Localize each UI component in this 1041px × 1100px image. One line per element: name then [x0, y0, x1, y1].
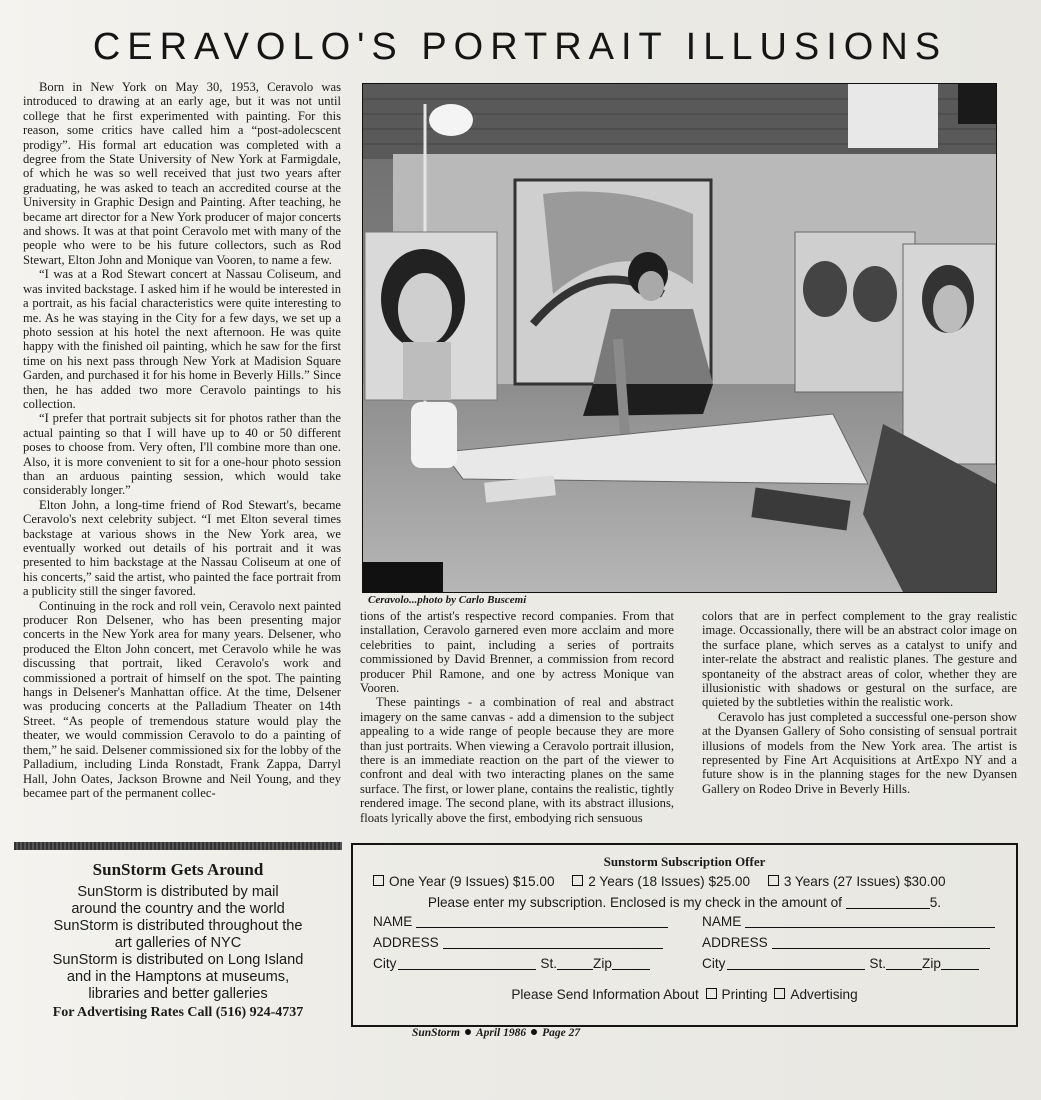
- sidebar-line: SunStorm is distributed by mail: [77, 884, 279, 900]
- offer-title: Sunstorm Subscription Offer: [603, 854, 766, 869]
- amount-blank[interactable]: [846, 908, 930, 909]
- state-blank[interactable]: [557, 969, 593, 970]
- name-field[interactable]: NAME: [702, 911, 1002, 932]
- distribution-sidebar: [14, 858, 342, 1021]
- footer-page-number: Page 27: [542, 1027, 581, 1039]
- article-paragraph: Born in New York on May 30, 1953, Ceravolo was introduced to drawing at an early age, but it was not until college that he first experimented with painting. For this reason, some critics have called him a “post-adolecscent prodigy”. His formal art education was completed with a degree from the State University of New York at Farmigdale, of which he was so well received that just two years after graduating, he was asked to teach an accredited course at the University in Graphic Design and Painting. After teaching, he became art director for a New York producer of major concerts and shows. It was at that point Ceravolo met with many of the people who were to be his future collectors, such as Rod Stewart, Elton John and Monique van Vooren, to name a few.: [23, 80, 341, 267]
- sidebar-line: and in the Hamptons at museums,: [66, 969, 290, 985]
- article-paragraph: “I was at a Rod Stewart concert at Nassau Coliseum, and was invited backstage. I asked him if he would be interested in a portrait, as his facial characteristics were quite interesting to me. As he was staying in the City for a few days, we set up a photo session at his hotel the next afternoon. He was quite happy with the finished oil painting, which he saw for the first time on his next pass through New York at Madision Square Garden, and purchased it for his home in Beverly Hills.” Since then, he has added two more Ceravolo paintings to his collection.: [23, 267, 341, 411]
- article-column-3: [702, 609, 1017, 819]
- sidebar-line: around the country and the world: [71, 901, 285, 917]
- name-field[interactable]: NAME: [373, 911, 673, 932]
- footer-date: April 1986: [475, 1027, 527, 1039]
- city-blank[interactable]: [727, 969, 865, 970]
- sidebar-divider: [14, 842, 342, 850]
- address-form-right: [702, 911, 1002, 974]
- city-field[interactable]: City St. Zip: [702, 953, 1002, 974]
- article-paragraph: tions of the artist's respective record companies. From that installation, Ceravolo garnered even more acclaim and more celebrities to paint, including a series of portraits commissioned by David Brenner, a commission from record producer Phil Ramone, and one by actress Monique van Vooren.: [360, 609, 674, 696]
- article-column-1: [23, 80, 341, 828]
- studio-photograph: [362, 83, 997, 593]
- address-blank[interactable]: [443, 948, 663, 949]
- name-blank[interactable]: [416, 927, 668, 928]
- state-blank[interactable]: [886, 969, 922, 970]
- article-column-2: [360, 609, 674, 831]
- subscription-options: [373, 874, 1013, 889]
- article-paragraph: Continuing in the rock and roll vein, Ceravolo next painted producer Ron Delsener, who has been presenting major concerts in the New York area for many years. Delsener, who produced the Elton John concert, met Ceravolo while he was discussing that portrait, liked Ceravolo's work and commissioned a portrait of himself on the spot. The painting hangs in Delsener's Manhattan office. At the time, Delsener was producing concerts at the Palladium Theater on 14th Street. “As people of tremendous stature would play the theater, we would commission Ceravolo to do a painting of them,” he said. Delsener commissioned six for the lobby of the Palladium, including Linda Ronstadt, Frank Zappa, Darryl Hall, John Oates, Jackson Browne and Neil Young, and they becamee part of the permanent collec-: [23, 598, 341, 800]
- checkbox-icon[interactable]: [706, 988, 717, 999]
- address-form-left: [373, 911, 673, 974]
- address-blank[interactable]: [772, 948, 990, 949]
- article-paragraph: Ceravolo has just completed a successful one-person show at the Dyansen Gallery of Soho consisting of sensual portrait illusions of models from the New York area. The artist is represented by Fine Art Acquisitions at ArtExpo NY and a future show is in the planning stages for the new Dyansen Gallery on Rodeo Drive in Beverly Hills.: [702, 709, 1017, 796]
- zip-blank[interactable]: [612, 969, 650, 970]
- checkbox-icon[interactable]: [768, 875, 779, 886]
- advertising-rates-line: For Advertising Rates Call (516) 924-4737: [52, 1005, 304, 1020]
- option-one-year[interactable]: One Year (9 Issues) $15.00: [373, 874, 555, 889]
- sidebar-line: art galleries of NYC: [114, 935, 242, 951]
- name-blank[interactable]: [745, 927, 995, 928]
- checkbox-icon[interactable]: [572, 875, 583, 886]
- article-paragraph: These paintings - a combination of real and abstract imagery on the same canvas - add a dimension to the subject appealing to a wide range of people because they are more than just portraits. When viewing a Ceravolo portrait illusion, there is an immediate reaction on the part of the viewer to confront and deal with two interacting planes on the same surface. The first, or lower plane, contains the realistic, tightly rendered image. The second plane, with its abstract illusions, floats lyrically above the first, embodying rich sensuous: [360, 695, 674, 825]
- article-paragraph: colors that are in perfect complement to the gray realistic image. Occassionally, there will be an abstract color image on the surface plane, which serves as a catalyst to unify and inter-relate the abstract and realistic planes. The gesture and spontaneity of the abstract areas of color, whether they are illusionistic with shadows or gestural on the surface, are quieted by the subtleties within the realistic work.: [702, 609, 1017, 710]
- option-two-years[interactable]: 2 Years (18 Issues) $25.00: [572, 874, 750, 889]
- sidebar-line: libraries and better galleries: [88, 986, 268, 1002]
- zip-blank[interactable]: [941, 969, 979, 970]
- option-three-years[interactable]: 3 Years (27 Issues) $30.00: [768, 874, 946, 889]
- studio-photo-illustration: [363, 84, 996, 592]
- information-request-line: Please Send Information About Printing Advertising: [511, 987, 858, 1002]
- checkbox-icon[interactable]: [774, 988, 785, 999]
- subscription-offer-form: [351, 843, 1018, 1027]
- page-headline: CERAVOLO'S PORTRAIT ILLUSIONS: [92, 26, 948, 68]
- address-field[interactable]: ADDRESS: [373, 932, 673, 953]
- city-blank[interactable]: [398, 969, 536, 970]
- info-advertising-option[interactable]: Advertising: [771, 987, 857, 1002]
- subscription-amount-line: Please enter my subscription. Enclosed is my check in the amount of 5.: [427, 895, 942, 910]
- checkbox-icon[interactable]: [373, 875, 384, 886]
- sidebar-line: SunStorm is distributed throughout the: [53, 918, 303, 934]
- footer-publication: SunStorm: [412, 1027, 460, 1039]
- sidebar-title: SunStorm Gets Around: [92, 860, 264, 879]
- article-paragraph: Elton John, a long-time friend of Rod Stewart's, became Ceravolo's next celebrity subject. “I met Elton several times backstage at various shows in the New York area, we eventually worked out details of his portrait and it was presented to him backstage at the Nassau Coliseum at one of his concerts,” said the artist, who painted the face portrait from a publicity still the singer favored.: [23, 497, 341, 599]
- photo-caption: Ceravolo...photo by Carlo Buscemi: [368, 594, 527, 606]
- bullet-icon: [465, 1029, 471, 1035]
- info-printing-option[interactable]: Printing: [703, 987, 768, 1002]
- city-field[interactable]: City St. Zip: [373, 953, 673, 974]
- sidebar-line: SunStorm is distributed on Long Island: [52, 952, 304, 968]
- article-paragraph: “I prefer that portrait subjects sit for photos rather than the actual painting so that I will have up to 40 or 50 different poses to choose from. Very often, I'll combine more than one. Also, it is more convenient to sit for a one-hour photo session than an arduous painting session, which would take considerably longer.”: [23, 411, 341, 498]
- address-field[interactable]: ADDRESS: [702, 932, 1002, 953]
- page-footer: [412, 1027, 580, 1039]
- bullet-icon: [531, 1029, 537, 1035]
